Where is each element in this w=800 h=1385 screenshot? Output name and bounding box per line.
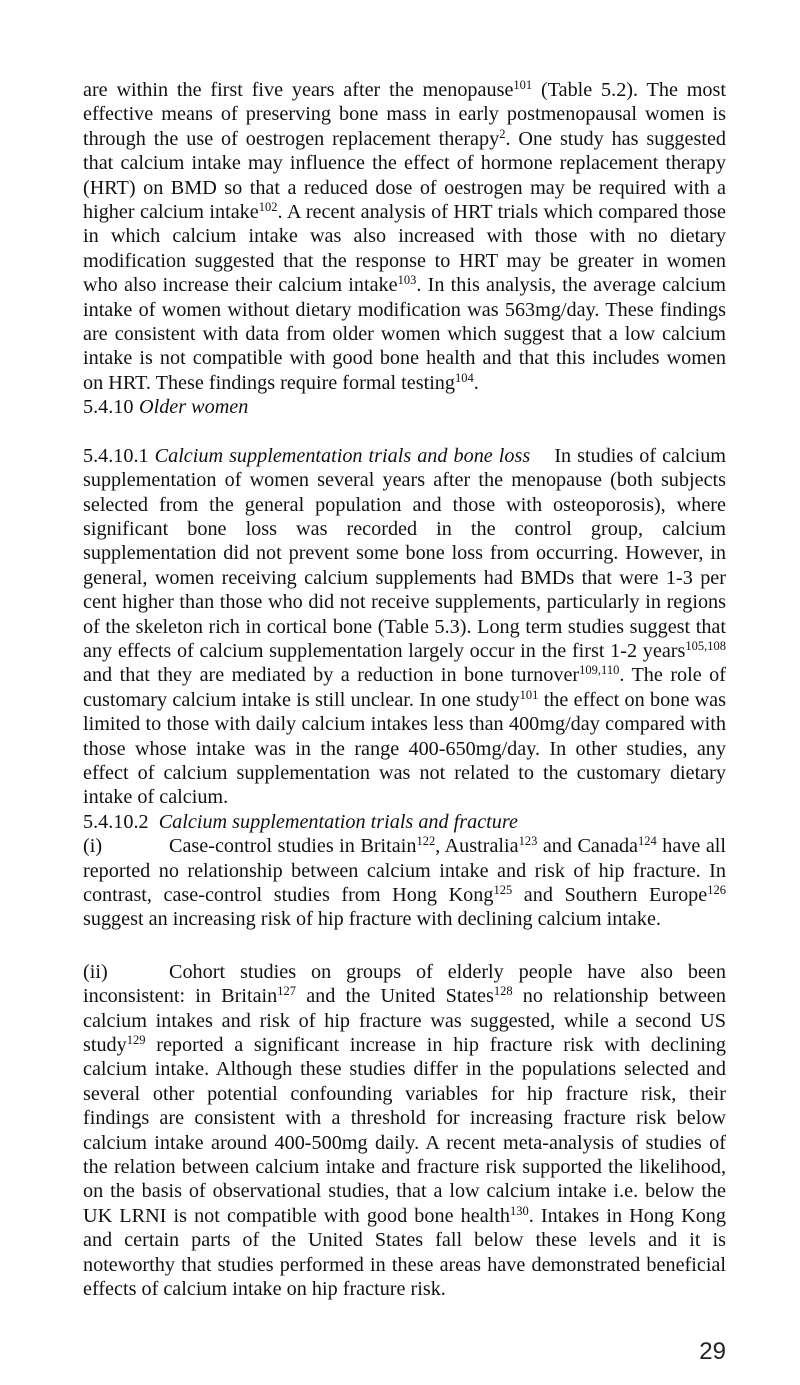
text-run: no relationship between calcium intakes and risk of hip fracture was suggested, while a second US study (83, 985, 726, 1057)
text-run: reported a significant increase in hip fracture risk with declining calcium intake. Although these studies differ in the populations selected and several other potential confounding variables for hip fracture risk, their findings are consistent with a threshold for increasing fracture risk below calcium intake around 400-500mg daily. A recent meta-analysis of studies of the relation between calcium intake and fracture risk supported the likelihood, on the basis of observational studies, that a low calcium intake i.e. below the UK LRNI is not compatible with good bone health (83, 1034, 726, 1227)
reference-marker: 129 (126, 1033, 146, 1048)
reference-marker: 101 (513, 78, 533, 92)
reference-marker: 123 (518, 834, 538, 849)
list-label: (i) (83, 835, 103, 858)
paragraph-bone-loss (83, 444, 726, 810)
reference-marker: 125 (493, 883, 513, 897)
reference-marker: 127 (277, 984, 296, 999)
reference-marker: 2 (499, 126, 506, 141)
text-run: In studies of calcium supplementation of women several years after the menopause (both subjects selected from the general population and those with osteoporosis), where significant bone loss was recorded in the control group, calcium supplementation did not prevent some bone loss from occurring. However, in general, women receiving calcium supplements had BMDs that were 1-3 per cent higher than those who did not receive supplements, particularly in regions of the skeleton rich in cortical bone (Table 5.3). Long term studies suggest that any effects of calcium supplementation largely occur in the first 1-2 years (83, 444, 726, 662)
section-heading-older-women (83, 395, 726, 419)
section-title: Calcium supplementation trials and fracture (158, 810, 518, 833)
list-label: (ii) (83, 960, 108, 983)
paragraph-case-control (83, 834, 726, 932)
text-run: . Intakes in Hong Kong and certain parts of the United States fall below these levels and it is noteworthy that studies performed in these areas have demonstrated beneficial effects of calcium intake on hip fracture risk. (83, 1204, 726, 1301)
text-run: and the United States (296, 985, 494, 1008)
text-run: and that they are mediated by a reduction in bone turnover (83, 664, 580, 687)
text-run: Cohort studies on groups of elderly people have also been inconsistent: in Britain (83, 960, 726, 1008)
section-title: Calcium supplementation trials and bone loss (154, 444, 531, 467)
section-title: Older women (139, 396, 249, 419)
reference-marker: 104 (455, 370, 474, 385)
text-run: . In this analysis, the average calcium intake of women without dietary modification was 563mg/day. These findings are consistent with data from older women which suggest that a low calcium intake is not compatible with good bone health and that this includes women on HRT. These findings require formal testing (83, 274, 726, 394)
reference-marker: 122 (416, 834, 436, 849)
reference-marker: 124 (638, 834, 657, 849)
text-run: . A recent analysis of HRT trials which compared those in which calcium intake was also increased with those with no dietary modification suggested that the response to HRT may be greater in women who also increase their calcium intake (83, 201, 726, 297)
text-run: (Table 5.2). The most effective means of preserving bone mass in early postmenopausal women is through the use of oestrogen replacement therapy (83, 79, 726, 150)
reference-marker: 105,108 (685, 638, 726, 653)
section-number: 5.4.10.2 (83, 810, 149, 833)
paragraph-cohort (83, 960, 726, 1302)
reference-marker: 102 (258, 200, 278, 215)
text-run: . The role of customary calcium intake is still unclear. In one study (83, 664, 726, 711)
text-run: . (473, 371, 479, 394)
text-run: Case-control studies in Britain (169, 835, 417, 858)
reference-marker: 101 (519, 687, 539, 702)
section-heading-fracture (83, 810, 726, 834)
text-run: suggest an increasing risk of hip fracture with declining calcium intake. (83, 908, 661, 931)
reference-marker: 103 (397, 273, 417, 288)
reference-marker: 130 (510, 1203, 529, 1218)
reference-marker: 128 (493, 984, 513, 999)
text-run: and Canada (537, 835, 638, 858)
reference-marker: 109,110 (579, 663, 620, 678)
section-number: 5.4.10.1 (83, 444, 149, 467)
text-run: and Southern Europe (512, 884, 708, 906)
reference-marker: 126 (707, 883, 726, 897)
document-page (83, 78, 726, 1302)
paragraph-hrt (83, 78, 726, 395)
text-run: , Australia (435, 835, 519, 858)
page-number: 29 (699, 1338, 726, 1365)
text-run: the effect on bone was limited to those with daily calcium intakes less than 400mg/day compared with those whose intake was in the range 400-650mg/day. In other studies, any effect of calcium supplementation was not related to the customary dietary intake of calcium. (83, 688, 726, 809)
text-run: are within the first five years after the menopause (83, 79, 514, 101)
text-run: . One study has suggested that calcium intake may influence the effect of hormone replacement therapy (HRT) on BMD so that a reduced dose of oestrogen may be required with a higher calcium intake (83, 127, 727, 224)
text-run: have all reported no relationship between calcium intake and risk of hip fracture. In contrast, case-control studies from Hong Kong (83, 835, 726, 906)
section-number: 5.4.10 (83, 396, 134, 419)
